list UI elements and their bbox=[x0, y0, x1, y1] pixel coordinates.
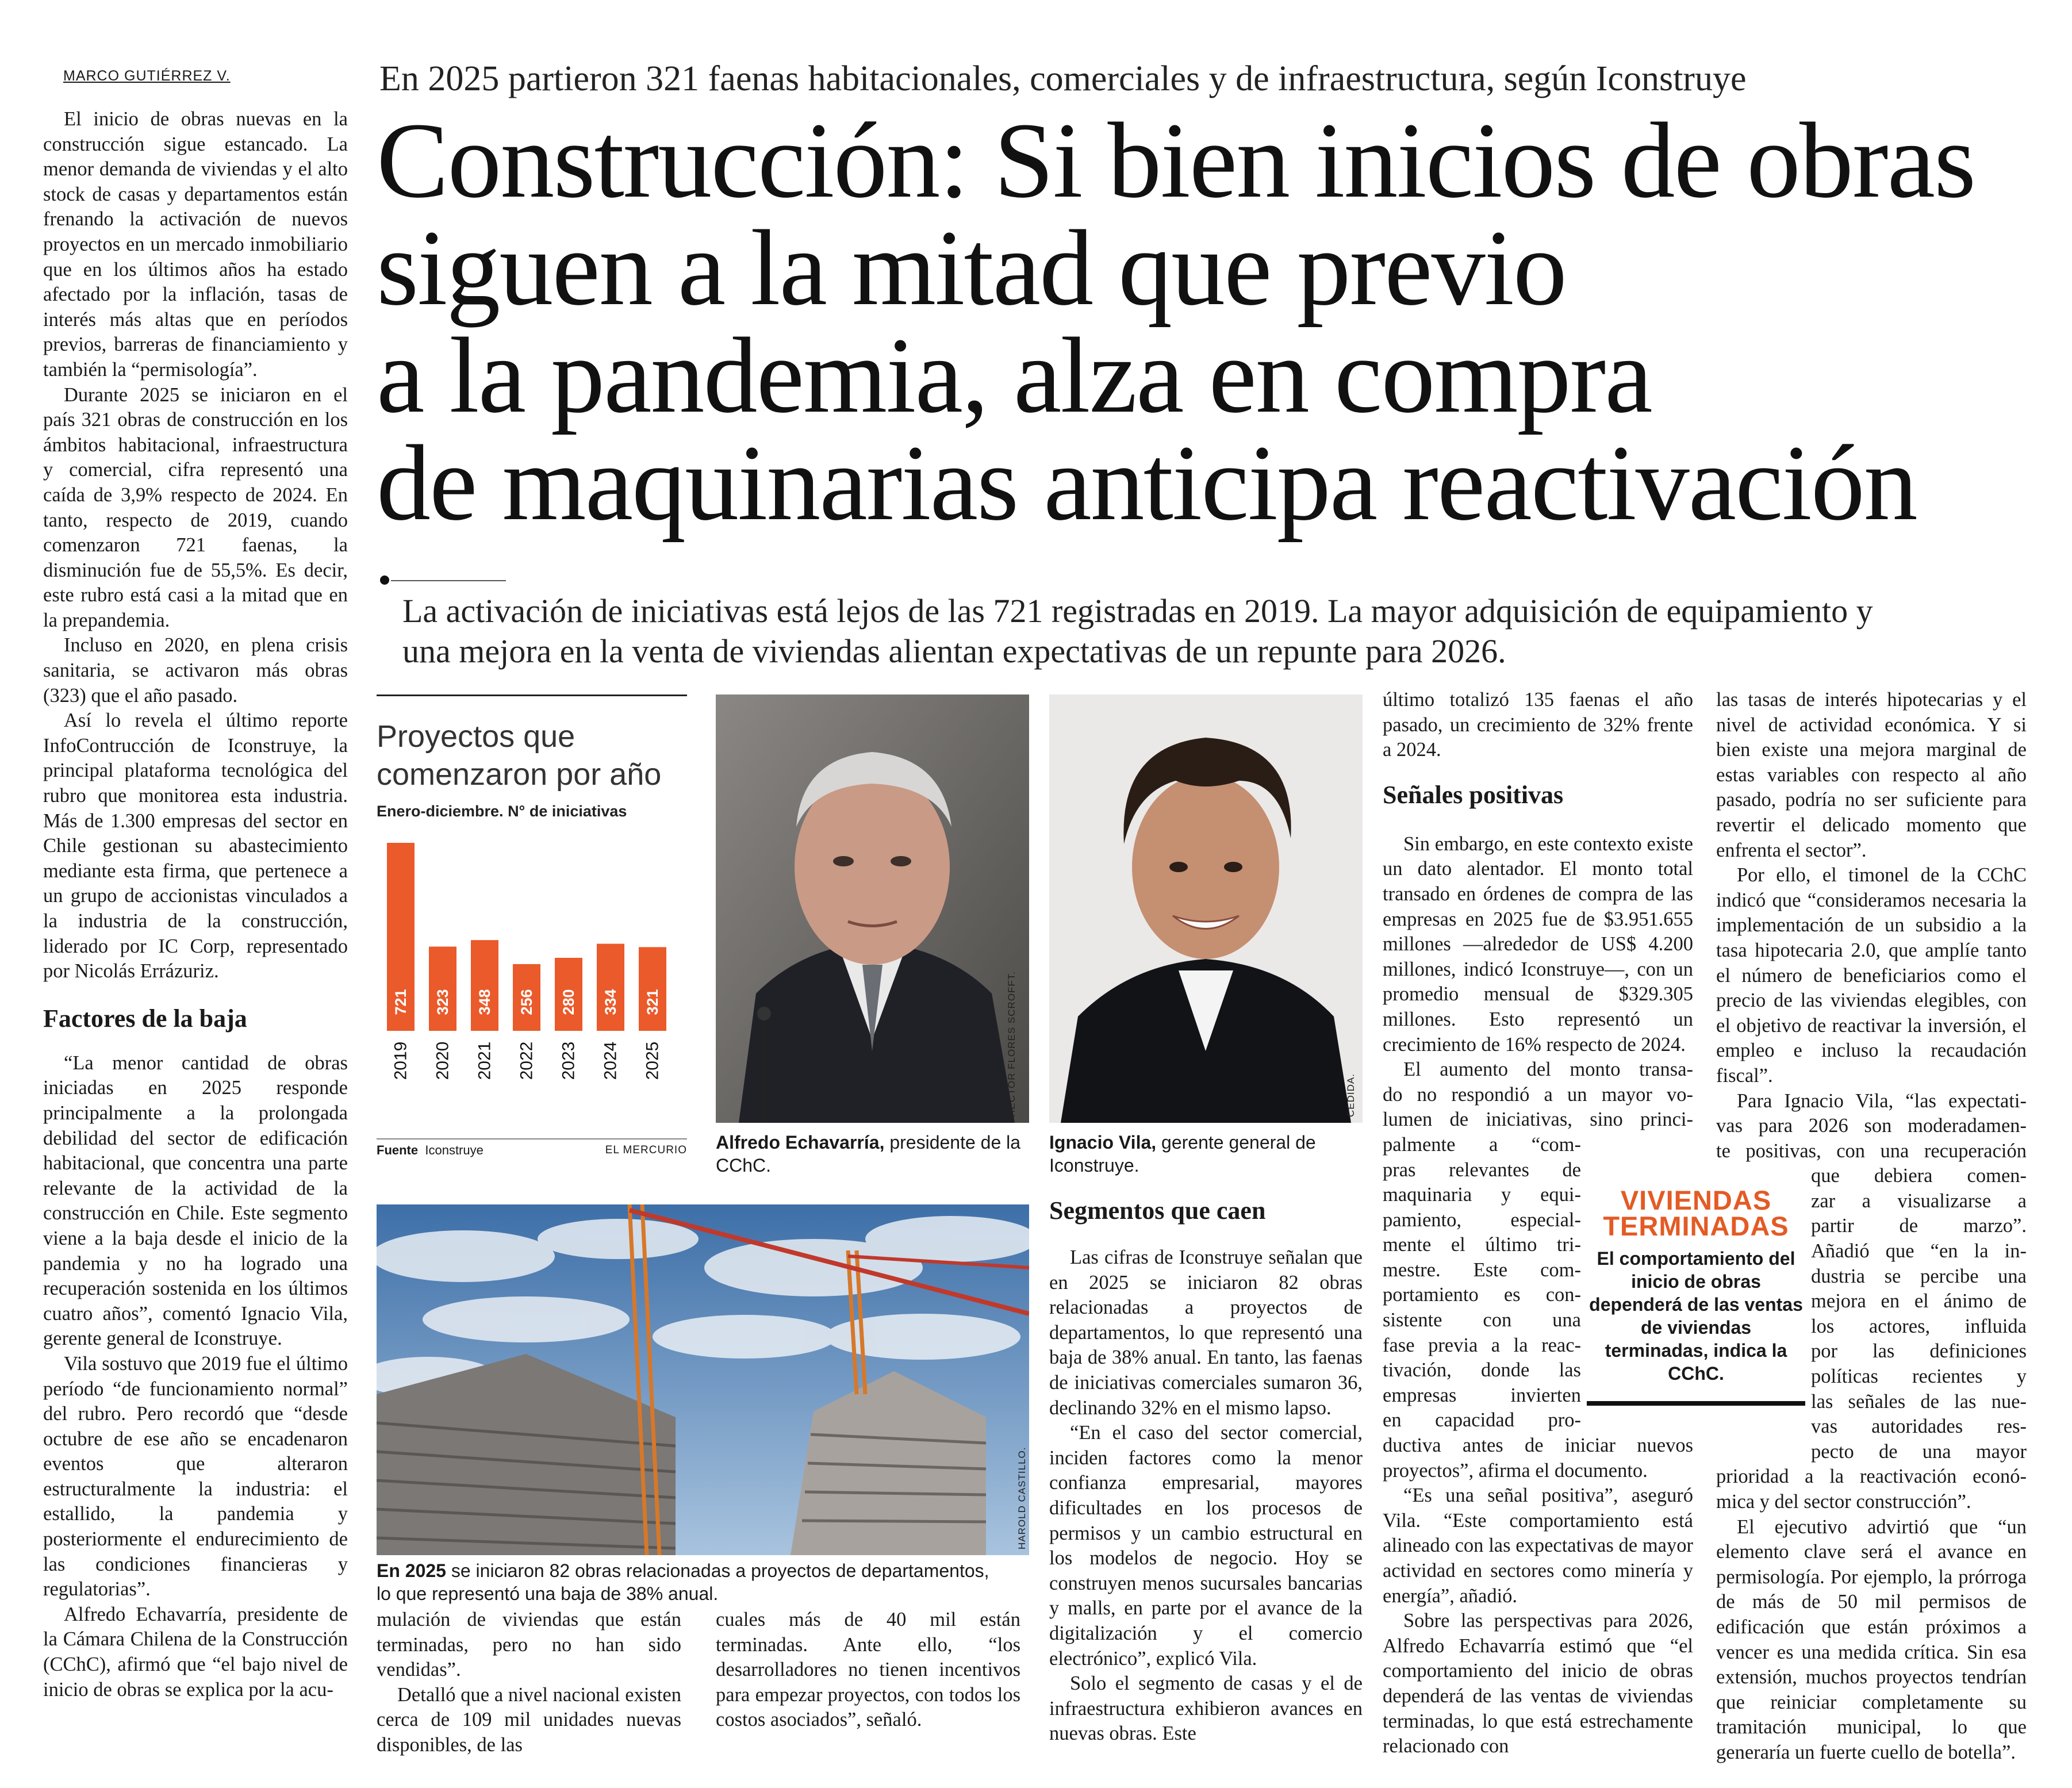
paragraph: las tasas de interés hipotecarias y el nivel de actividad económica. Y si bien existe una mejora marginal de estas variables con respecto al año pasado, podría no ser suficiente para revertir el delicado momento que enfrenta el sector”. bbox=[1716, 689, 2027, 861]
text-line: Añadió que “en la in- bbox=[1811, 1240, 2027, 1263]
caption-name: Alfredo Echavarría, bbox=[716, 1132, 885, 1153]
text-line: mente el último tri- bbox=[1383, 1234, 1581, 1256]
deck bbox=[402, 591, 2029, 672]
bullet-icon bbox=[380, 575, 389, 585]
article-column-4 bbox=[1049, 1196, 1363, 1747]
kicker: En 2025 partieron 321 faenas habitacionales, comerciales y de infraestructura, según Iconstruye bbox=[379, 59, 1747, 98]
headline-line: Construcción: Si bien inicios de obras bbox=[377, 100, 1975, 220]
paragraph: Sin embargo, en este contexto existe un dato alentador. El monto total transado en órdenes de compra de las empresas en 2025 fue de $3.951.655 millones —alrededor de US$ 4.200 millones, indicó Iconstruye—, con un promedio mensual de $329.305 millones. Esto representó un crecimiento de 16% respecto de 2024. bbox=[1383, 832, 1693, 1056]
chart-source-value: Iconstruye bbox=[425, 1143, 484, 1157]
text-line: te positivas, con una recuperación bbox=[1716, 1139, 2027, 1162]
portrait-image bbox=[1049, 695, 1363, 1123]
x-tick-label: 2020 bbox=[433, 1041, 452, 1080]
paragraph: Solo el segmento de casas y el de infraestructura exhibieron avances en nuevas obras. Este bbox=[1049, 1672, 1363, 1745]
headline-line: siguen a la mitad que previo bbox=[377, 208, 1566, 328]
photo-credit: CEDIDA. bbox=[1345, 1073, 1356, 1117]
chart-plot bbox=[377, 695, 687, 1154]
chart-publisher: EL MERCURIO bbox=[605, 1144, 687, 1156]
paragraph: Detalló que a nivel nacional existen cerca de 109 mil unidades nuevas disponibles, de las bbox=[377, 1683, 681, 1756]
paragraph: “La menor cantidad de obras iniciadas en 2025 responde principalmente a la prolongada debilidad del sector de edificación habitacional, que concentra una parte relevante de la actividad de la construcción en Chile. Este segmento viene a la baja desde el inicio de la pandemia y no ha logrado una recuperación sostenida en los últimos cuatro años”, comentó Ignacio Vila, gerente general de Iconstruye. bbox=[43, 1052, 348, 1350]
text-line: mejora en el ánimo de bbox=[1811, 1290, 2027, 1313]
x-tick-label: 2025 bbox=[643, 1041, 662, 1080]
chart-title-line: comenzaron por año bbox=[377, 757, 662, 792]
text-line: las señales de las nue- bbox=[1811, 1390, 2027, 1413]
article-column-2 bbox=[377, 1607, 681, 1758]
article-column-3 bbox=[716, 1607, 1020, 1733]
text-line: pras relevantes de bbox=[1383, 1158, 1581, 1181]
headline-line: de maquinarias anticipa reactivación bbox=[377, 423, 1917, 543]
paragraph: El inicio de obras nuevas en la construcción sigue estancado. La menor demanda de viviendas y el alto stock de casas y departamentos están frenando la activación de nuevos proyectos en un mercado inmobiliario que en los últimos años ha estado afectado por la inflación, tasas de interés más altas que en períodos previos, barreras de financiamiento y también la “permisología”. bbox=[43, 108, 348, 381]
paragraph: Por ello, el timonel de la CChC indicó que “consideramos necesaria la implementación de un subsidio a la tasa hipotecaria 2.0, que amplíe tanto el número de beneficiarios como el precio de las viviendas elegibles, con el objetivo de reactivar la inversión, el empleo e incluso la recaudación fiscal”. bbox=[1716, 864, 2027, 1087]
paragraph: Durante 2025 se iniciaron en el país 321 obras de construcción en los ámbitos habitacional, infraestructura y comercial, cifra representó una caída de 3,9% respecto de 2024. En tanto, respecto de 2019, cuando comenzaron 721 faenas, la disminución fue de 55,5%. Es decir, este rubro está casi a la mitad que en la prepandemia. bbox=[43, 383, 348, 631]
bar-value-label: 348 bbox=[476, 989, 493, 1015]
text-line: ductiva antes de iniciar nuevos bbox=[1383, 1434, 1693, 1457]
bar bbox=[471, 940, 498, 1031]
sidebar-title-line: VIVIENDAS bbox=[1620, 1185, 1772, 1215]
text-line: palmente a “com- bbox=[1383, 1133, 1581, 1156]
deck-line: La activación de iniciativas está lejos de las 721 registradas en 2019. La mayor adquisición de equipamiento y bbox=[402, 592, 1873, 630]
subheading: Segmentos que caen bbox=[1049, 1196, 1266, 1225]
paragraph: último totalizó 135 faenas el año pasado, un crecimiento de 32% frente a 2024. bbox=[1383, 689, 1693, 761]
caption-text: gerente general de Iconstruye. bbox=[1049, 1132, 1316, 1176]
bar-value-label: 256 bbox=[518, 989, 535, 1015]
paragraph-wrapped bbox=[1716, 1089, 2027, 1515]
paragraph: Alfredo Echavarría, presidente de la Cámara Chilena de la Construcción (CChC), afirmó que “el bajo nivel de inicio de obras se explica por la acu- bbox=[43, 1603, 348, 1701]
text-line: dustria se percibe una bbox=[1811, 1265, 2027, 1287]
text-line: prioridad a la reactivación econó- bbox=[1716, 1465, 2027, 1488]
caption-text: lo que representó una baja de 38% anual. bbox=[377, 1583, 719, 1604]
text-line: vas autoridades res- bbox=[1811, 1415, 2027, 1438]
text-line: El aumento del monto transa- bbox=[1403, 1058, 1693, 1081]
photo-caption bbox=[716, 1131, 1038, 1177]
photo-credit: HÉCTOR FLORES SCROFFT. bbox=[1006, 970, 1017, 1117]
caption-name: Ignacio Vila, bbox=[1049, 1132, 1157, 1153]
bar bbox=[597, 944, 624, 1031]
photo-caption bbox=[377, 1559, 1032, 1605]
text-line: pamiento, especial- bbox=[1383, 1208, 1581, 1231]
article-column-6 bbox=[1716, 688, 2027, 1766]
paragraph: Incluso en 2020, en plena crisis sanitaria, se activaron más obras (323) que el año pasado. bbox=[43, 634, 348, 707]
headline-line: a la pandemia, alza en compra bbox=[377, 315, 1652, 435]
paragraph: Así lo revela el último reporte InfoContrucción de Iconstruye, la principal plataforma tecnológica del rubro que monitorea esta industria. Más de 1.300 empresas del sector en Chile gestionan su abastecimiento mediante esta firma, que pertenece a un grupo de accionistas vinculados a la industria de la construcción, liderado por IC Corp, representado por Nicolás Errázuriz. bbox=[43, 709, 348, 983]
subheading: Señales positivas bbox=[1383, 780, 1564, 809]
text-line: empresas invierten bbox=[1383, 1384, 1581, 1406]
photo-credit: HAROLD CASTILLO. bbox=[1016, 1446, 1027, 1549]
text-line: mestre. Este com- bbox=[1383, 1258, 1581, 1281]
bar-value-label: 323 bbox=[434, 989, 451, 1015]
sidebar-title-line: TERMINADAS bbox=[1603, 1211, 1789, 1241]
text-line: Para Ignacio Vila, “las expectati- bbox=[1737, 1089, 2027, 1112]
text-line: fase previa a la reac- bbox=[1383, 1334, 1581, 1356]
sidebar-text: El comportamiento del inicio de obras dependerá de las ventas de viviendas terminadas, indica la CChC. bbox=[1589, 1248, 1803, 1384]
paragraph: cuales más de 40 mil están terminadas. Ante ello, “los desarrolladores no tienen incentivos para empezar proyectos, con todos los costos asociados”, señaló. bbox=[716, 1609, 1020, 1731]
text-line: partir de marzo”. bbox=[1811, 1215, 2027, 1237]
text-line: pecto de una mayor bbox=[1811, 1440, 2027, 1463]
text-line: portamiento es con- bbox=[1383, 1284, 1581, 1306]
bar-value-label: 334 bbox=[602, 989, 619, 1015]
caption-bold: En 2025 bbox=[377, 1560, 446, 1581]
paragraph: mulación de viviendas que están terminadas, pero no han sido vendidas”. bbox=[377, 1609, 681, 1681]
bar bbox=[639, 947, 666, 1031]
paragraph: El ejecutivo advirtió que “un elemento clave será el avance en permisología. Por ejemplo, la prórroga de más de 50 mil permisos de edificación que están próximos a vencer es una medida crítica. Sin esa extensión, muchos proyectos tendrían que reiniciar completamente su tramitación municipal, lo que generaría un fuerte cuello de botella”. bbox=[1716, 1515, 2027, 1763]
bar-chart bbox=[377, 695, 687, 1157]
divider bbox=[391, 580, 506, 581]
photo-alfredo-echavarria bbox=[716, 695, 1029, 1123]
bar-value-label: 721 bbox=[392, 989, 409, 1015]
photo-ignacio-vila bbox=[1049, 695, 1363, 1123]
headline bbox=[377, 100, 2044, 543]
article-column-1 bbox=[43, 107, 348, 1702]
x-tick-label: 2022 bbox=[517, 1041, 536, 1080]
caption-text: se iniciaron 82 obras relacionadas a proyectos de departamentos, bbox=[446, 1560, 989, 1581]
byline: MARCO GUTIÉRREZ V. bbox=[63, 68, 231, 84]
text-line: en capacidad pro- bbox=[1383, 1409, 1581, 1432]
paragraph: “En el caso del sector comercial, inciden factores como la menor confianza empresarial, mayores dificultades en los procesos de permisos y un cambio estructural en los modelos de negocio. Hoy se construyen menos sucursales bancarias y malls, en parte por el avance de la digitalización y el comercio electrónico”, explicó Vila. bbox=[1049, 1422, 1363, 1670]
chart-footer-rule bbox=[377, 1138, 687, 1139]
text-line: proyectos”, afirma el documento. bbox=[1383, 1459, 1648, 1482]
text-line: do no respondió a un mayor vo- bbox=[1383, 1083, 1693, 1106]
bar-value-label: 321 bbox=[644, 989, 661, 1015]
chart-title-line: Proyectos que bbox=[377, 719, 575, 754]
text-line: zar a visualizarse a bbox=[1811, 1190, 2027, 1212]
text-line: maquinaria y equi- bbox=[1383, 1184, 1581, 1206]
paragraph: Vila sostuvo que 2019 fue el último período “de funcionamiento normal” del rubro. Pero recordó que “desde octubre de ese año se encadenaron eventos que alteraron estructuralmente la industria: el estallido, la pandemia y posteriormente el endurecimiento de las condiciones financieras y regulatorias”. bbox=[43, 1352, 348, 1601]
x-tick-label: 2024 bbox=[601, 1041, 620, 1080]
text-line: los actores, influida bbox=[1811, 1315, 2027, 1337]
chart-subtitle: Enero-diciembre. N° de iniciativas bbox=[377, 803, 627, 820]
subheading: Factores de la baja bbox=[43, 1004, 247, 1033]
bar bbox=[429, 947, 456, 1031]
x-tick-label: 2019 bbox=[391, 1041, 410, 1080]
x-tick-label: 2021 bbox=[475, 1041, 494, 1080]
photo-caption bbox=[1049, 1131, 1371, 1177]
text-line: políticas recientes y bbox=[1811, 1365, 2027, 1388]
paragraph: Las cifras de Iconstruye señalan que en 2025 se iniciaron 82 obras relacionadas a proyectos de departamentos, lo que representó una baja de 38% anual. En tanto, las faenas de iniciativas comerciales sumaron 36, declinando 32% en el mismo lapso. bbox=[1049, 1246, 1363, 1419]
photo-construction bbox=[377, 1204, 1029, 1555]
text-line: mica y del sector construcción”. bbox=[1716, 1491, 1971, 1513]
deck-line: una mejora en la venta de viviendas alientan expectativas de un repunte para 2026. bbox=[402, 632, 1506, 670]
paragraph: Sobre las perspectivas para 2026, Alfredo Echavarría estimó que “el comportamiento del inicio de obras dependerá de las ventas de viviendas terminadas, lo que está estrechamente relacionado con bbox=[1383, 1610, 1693, 1758]
text-line: lumen de iniciativas, sino princi- bbox=[1383, 1108, 1693, 1131]
text-line: por las definiciones bbox=[1811, 1340, 2027, 1363]
x-tick-label: 2023 bbox=[559, 1041, 578, 1080]
text-line: vas para 2026 son moderadamen- bbox=[1716, 1115, 2027, 1137]
chart-source-label: Fuente bbox=[377, 1143, 419, 1157]
bar-value-label: 280 bbox=[560, 989, 577, 1015]
paragraph: “Es una señal positiva”, aseguró Vila. “Este comportamiento está alineado con las expectativas de mayor actividad en sectores como minería y energía”, añadió. bbox=[1383, 1484, 1693, 1607]
text-line: tivación, donde las bbox=[1383, 1359, 1581, 1382]
text-line: que debiera comen- bbox=[1811, 1165, 2027, 1187]
chart-source bbox=[377, 1143, 484, 1158]
caption-text: presidente de la CChC. bbox=[716, 1132, 1021, 1176]
portrait-image bbox=[716, 695, 1029, 1123]
construction-image bbox=[377, 1204, 1029, 1555]
text-line: sistente con una bbox=[1383, 1309, 1581, 1332]
